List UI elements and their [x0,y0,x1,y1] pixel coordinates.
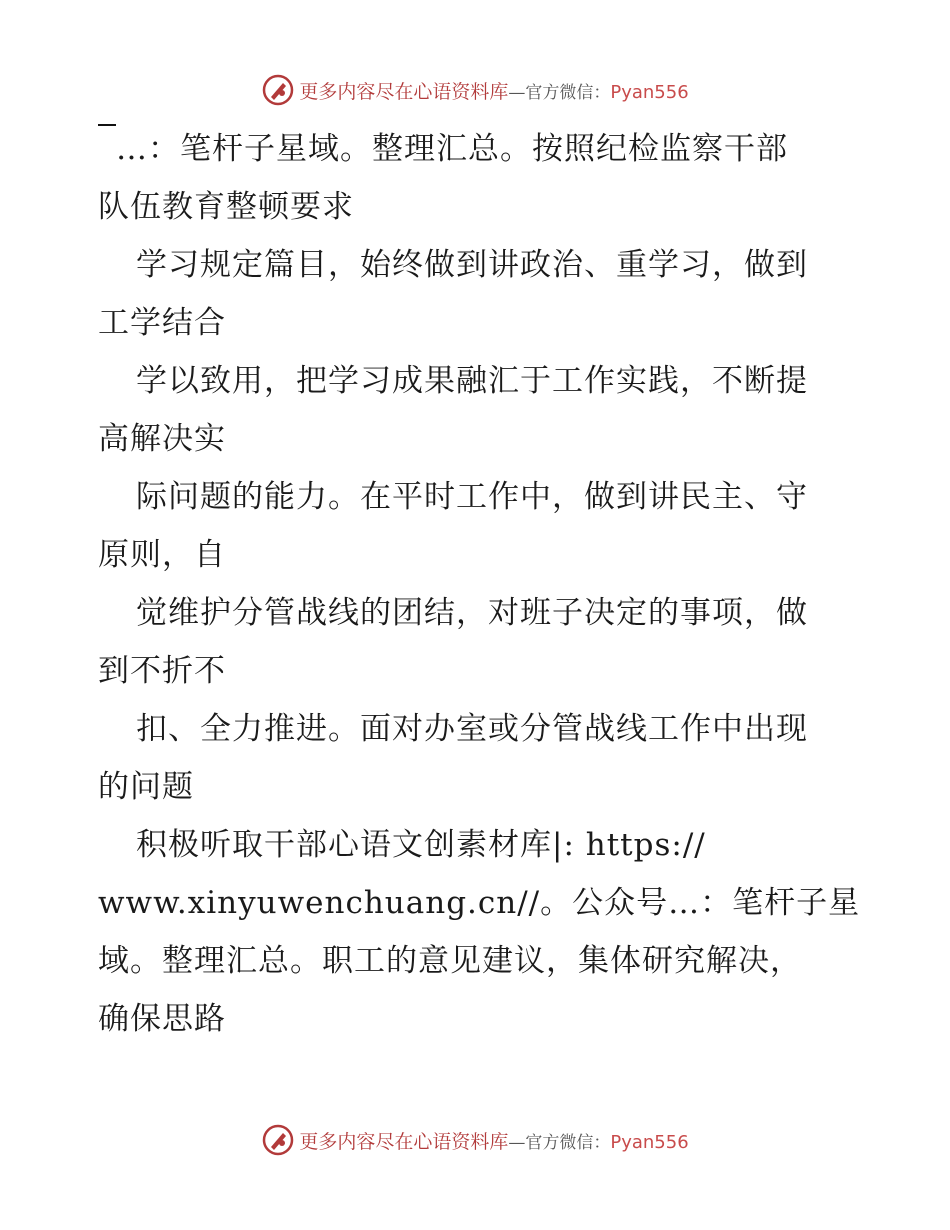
text-line: 际问题的能力。在平时工作中，做到讲民主、守 [136,479,808,515]
header-wechat-id: Pyan556 [610,81,689,103]
text-line: 学习规定篇目，始终做到讲政治、重学习，做到 [136,247,808,283]
text-line: 域。整理汇总。职工的意见建议，集体研究解决， [98,943,802,979]
text-line: 积极听取干部心语文创素材库|: https:// [136,827,706,863]
brand-logo-icon [261,1123,295,1157]
footer-banner-main: 更多内容尽在心语资料库 [299,1130,509,1153]
text-line: 确保思路 [98,1001,226,1037]
footer-banner [0,1120,950,1160]
document-body [98,120,868,1048]
text-line: 队伍教育整顿要求 [98,189,354,225]
text-line: …：笔杆子星域。整理汇总。按照纪检监察干部 [116,131,788,167]
text-line: 到不折不 [98,653,226,689]
text-line: 觉维护分管战线的团结，对班子决定的事项，做 [136,595,808,631]
header-banner-main: 更多内容尽在心语资料库 [299,80,509,103]
brand-logo-icon [261,73,295,107]
footer-wechat-id: Pyan556 [610,1131,689,1153]
footer-banner-text [299,1127,688,1154]
text-line: 扣、全力推进。面对办室或分管战线工作中出现 [136,711,808,747]
footer-banner-mid: —官方微信： [508,1132,611,1153]
text-line: 学以致用，把学习成果融汇于工作实践，不断提 [136,363,808,399]
header-banner-text [299,77,688,104]
text-line: 原则，自 [98,537,226,573]
text-line: 高解决实 [98,421,226,457]
header-banner [0,70,950,110]
text-line: www.xinyuwenchuang.cn//。公众号…：笔杆子星 [98,885,861,921]
header-banner-mid: —官方微信： [508,82,611,103]
text-line: 的问题 [98,769,194,805]
text-line: 工学结合 [98,305,226,341]
